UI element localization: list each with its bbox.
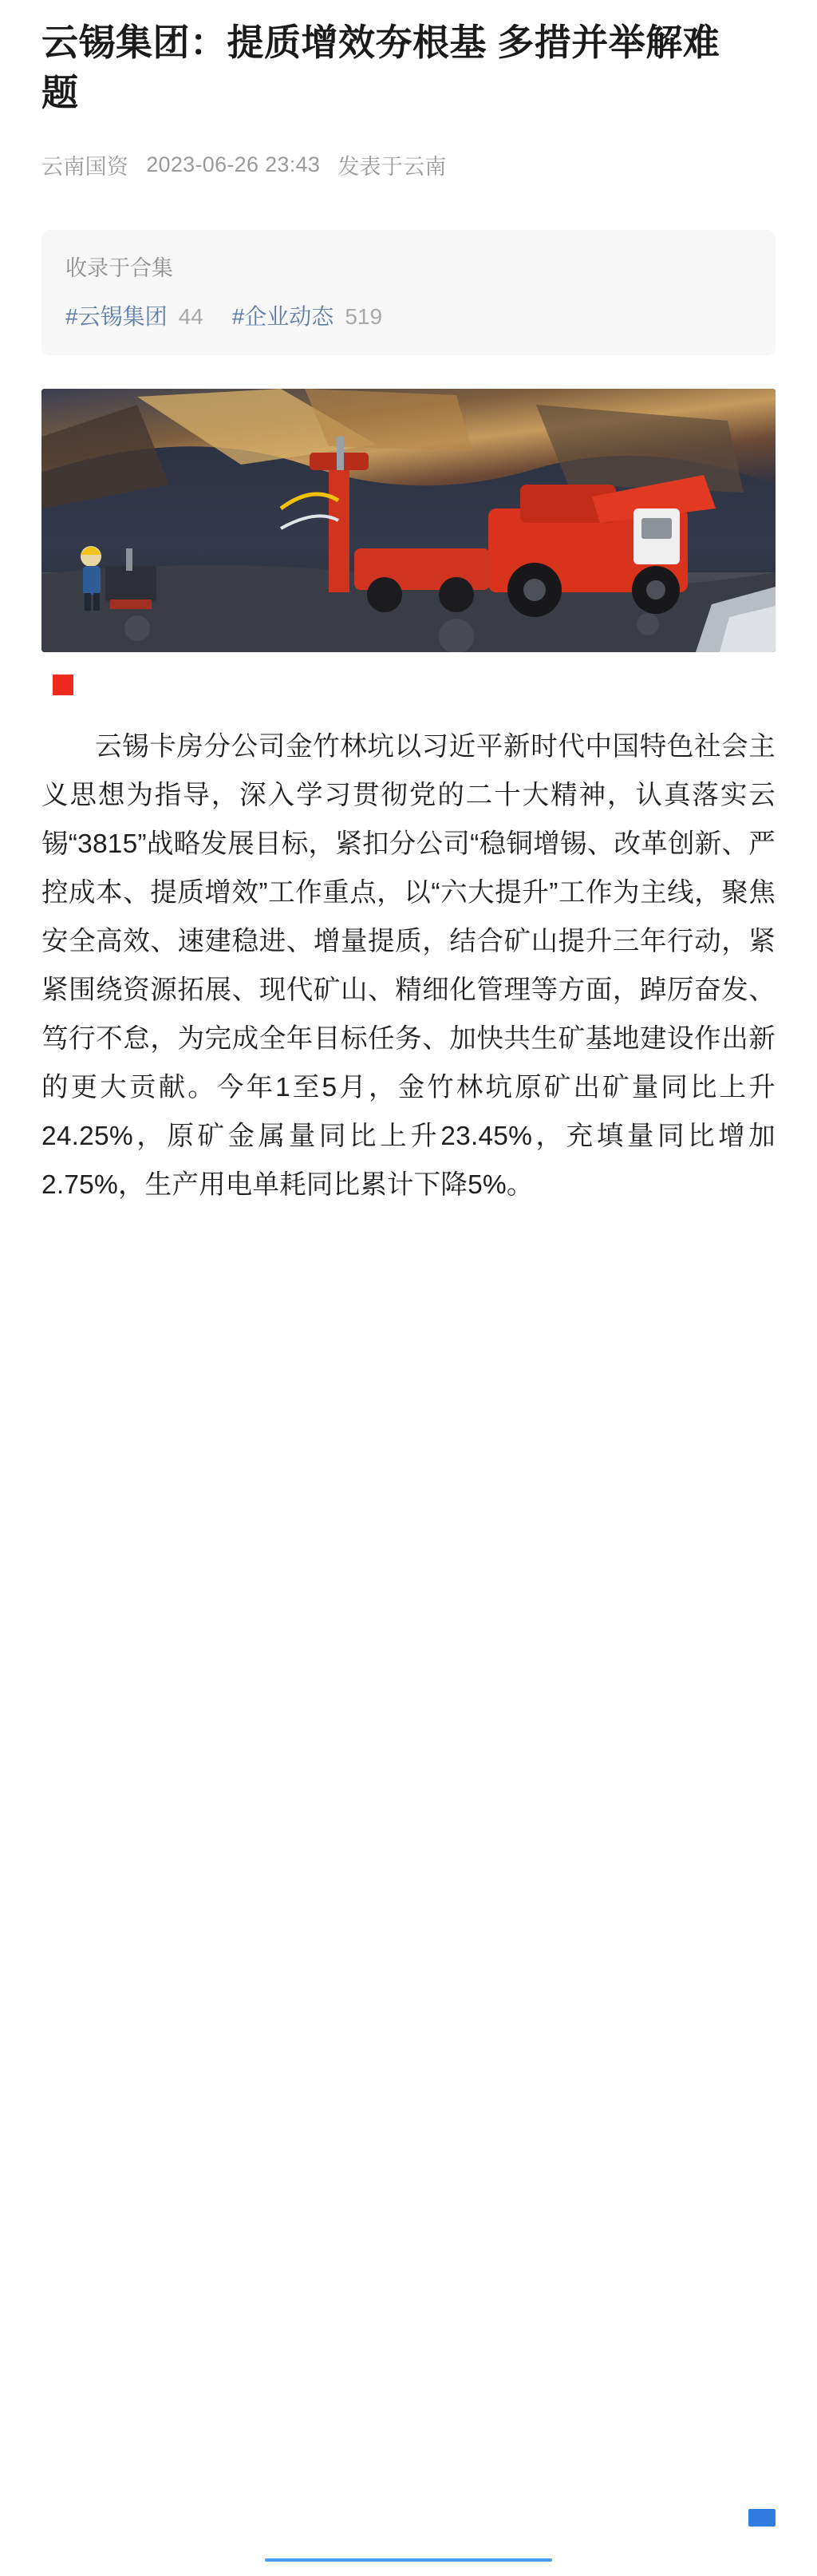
page-title: 云锡集团：提质增效夯根基 多措并举解难题 — [41, 22, 720, 114]
meta-datetime: 2023-06-26 23:43 — [146, 152, 321, 176]
collection-tag-link[interactable]: #企业动态 — [231, 303, 334, 329]
meta-location: 发表于云南 — [337, 154, 447, 179]
marker-row — [41, 675, 776, 699]
collection-label: 收录于合集 — [65, 255, 173, 280]
mine-drilling-rig-photo[interactable] — [41, 389, 776, 652]
collection-tag-row — [65, 299, 752, 331]
article-body-paragraph: 云锡卡房分公司金竹林坑以习近平新时代中国特色社会主义思想为指导，深入学习贯彻党的二十大精神，认真落实云锡“3815”战略发展目标，紧扣分公司“稳铜增锡、改革创新、严控成本、提质增效”工作重点，以“六大提升”工作为主线，聚焦安全高效、速建稳进、增量提质，结合矿山提升三年行动，紧紧围绕资源拓展、现代矿山、精细化管理等方面，踔厉奋发、笃行不怠，为完成全年目标任务、加快共生矿基地建设作出新的更大贡献。今年1至5月，金竹林坑原矿出矿量同比上升24.25%，原矿金属量同比上升23.45%，充填量同比增加2.75%，生产用电单耗同比累计下降5%。 — [41, 731, 776, 1200]
status-badge[interactable] — [748, 2509, 776, 2527]
collection-tag-link[interactable]: #云锡集团 — [65, 303, 168, 329]
red-square-marker-icon — [53, 675, 73, 695]
collection-tag-count: 44 — [178, 303, 203, 329]
article-body — [41, 723, 776, 1210]
scroll-progress-indicator[interactable] — [265, 2558, 552, 2562]
article-meta — [41, 149, 776, 180]
collection-box — [41, 230, 776, 355]
collection-tag-count: 519 — [345, 303, 383, 329]
meta-account-name[interactable]: 云南国资 — [41, 154, 129, 179]
article-figure — [41, 389, 776, 652]
